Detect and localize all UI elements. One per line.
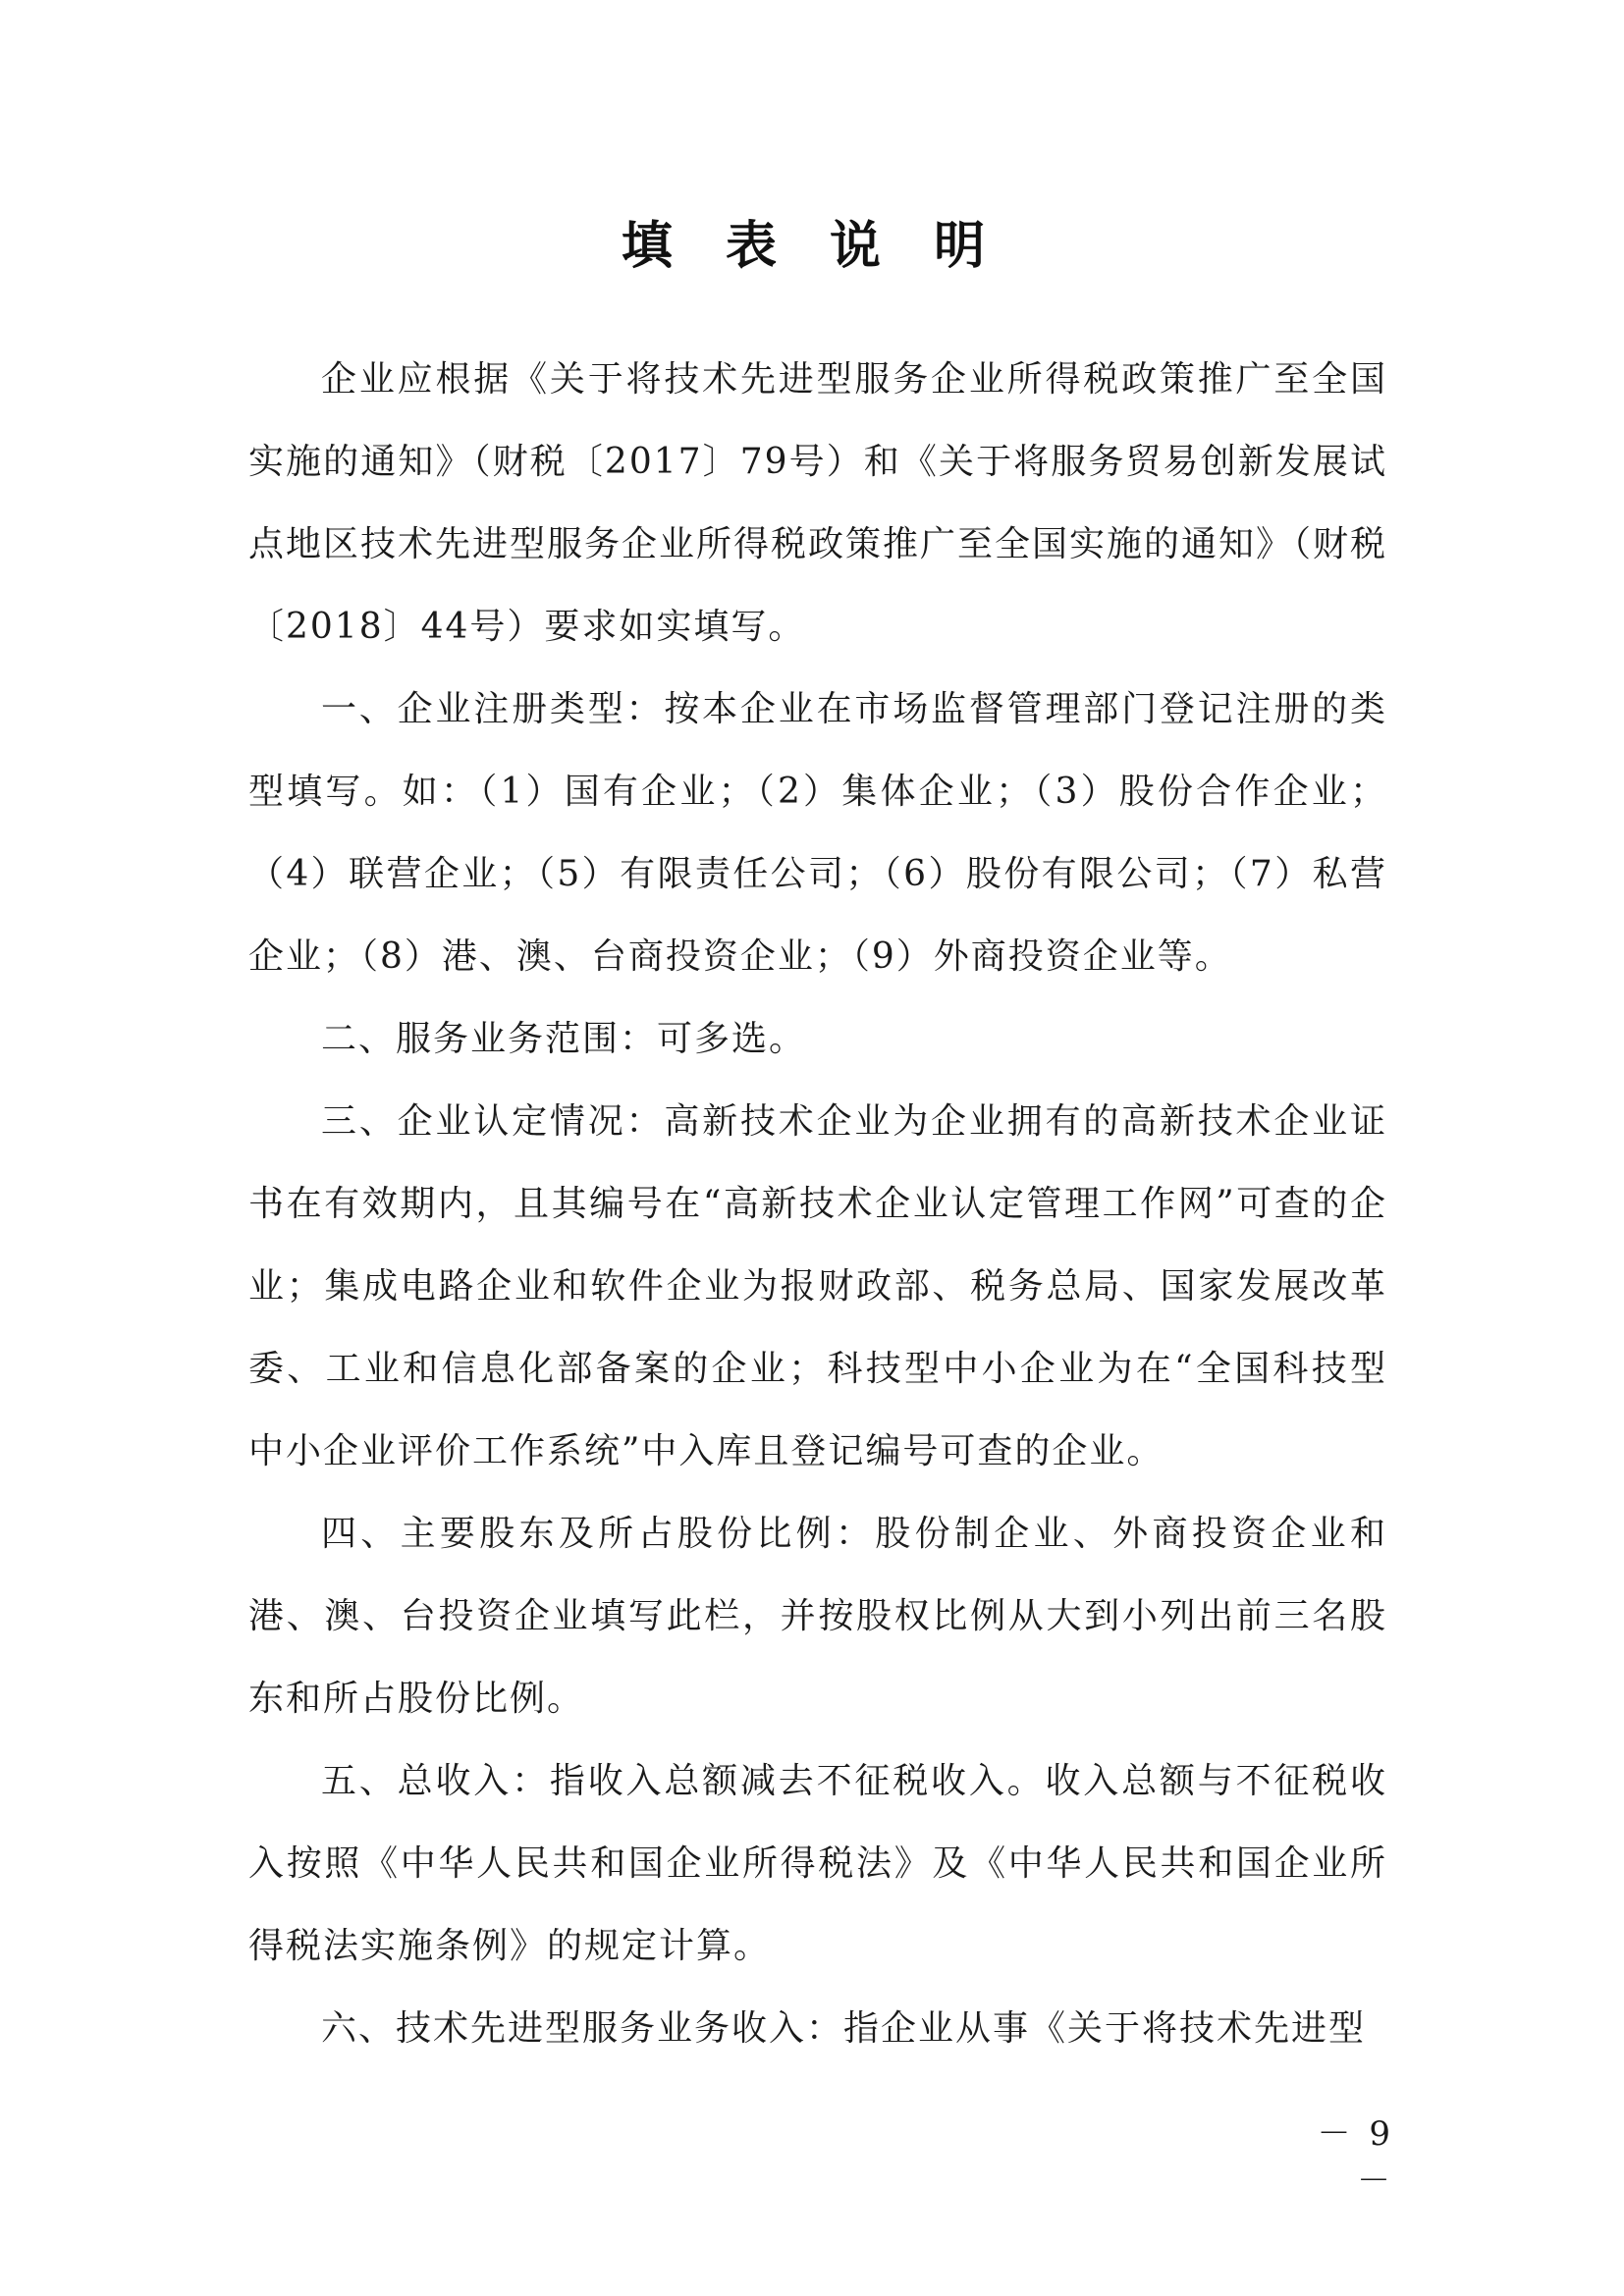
paragraph-intro: 企业应根据《关于将技术先进型服务企业所得税政策推广至全国实施的通知》（财税〔2017〕79号）和《关于将服务贸易创新发展试点地区技术先进型服务企业所得税政策推广至全国实施的通知》（财税〔2018〕44号）要求如实填写。 [248, 359, 1388, 647]
document-title: 填 表 说 明 [621, 217, 1003, 276]
paragraph-service-scope: 二、服务业务范围：可多选。 [321, 1019, 807, 1059]
paragraph-service-income: 六、技术先进型服务业务收入：指企业从事《关于将技术先进型 [321, 2008, 1367, 2049]
document-body [248, 339, 1387, 2070]
page-number: － 9 － [1317, 2114, 1394, 2201]
paragraph-enterprise-certification: 三、企业认定情况：高新技术企业为企业拥有的高新技术企业证书在有效期内，且其编号在“高新技术企业认定管理工作网”可查的企业；集成电路企业和软件企业为报财政部、税务总局、国家发展改革委、工业和信息化部备案的企业；科技型中小企业为在“全国科技型中小企业评价工作系统”中入库且登记编号可查的企业。 [248, 1101, 1387, 1471]
paragraph-major-shareholders: 四、主要股东及所占股份比例：股份制企业、外商投资企业和港、澳、台投资企业填写此栏，并按股权比例从大到小列出前三名股东和所占股份比例。 [248, 1514, 1387, 1719]
paragraph-registration-type: 一、企业注册类型：按本企业在市场监督管理部门登记注册的类型填写。如：（1）国有企业；（2）集体企业；（3）股份合作企业；（4）联营企业；（5）有限责任公司；（6）股份有限公司；（7）私营企业；（8）港、澳、台商投资企业；（9）外商投资企业等。 [248, 689, 1387, 977]
paragraph-total-income: 五、总收入：指收入总额减去不征税收入。收入总额与不征税收入按照《中华人民共和国企业所得税法》及《中华人民共和国企业所得税法实施条例》的规定计算。 [248, 1761, 1387, 1966]
